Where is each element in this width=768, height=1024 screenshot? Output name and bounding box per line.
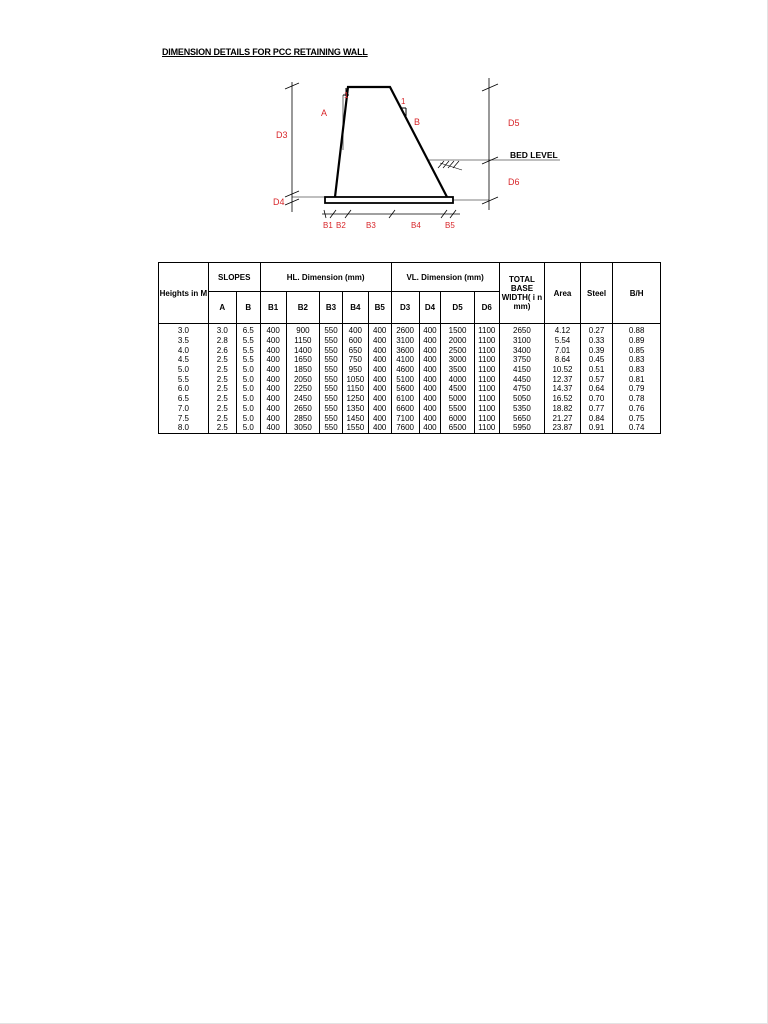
table-cell: 2.5 [208,365,236,375]
table-cell: 2.6 [208,345,236,355]
subheader-d4: D4 [419,292,441,324]
table-cell: 2.5 [208,413,236,423]
table-cell: 1100 [474,355,499,365]
table-row [159,413,661,423]
table-cell: 1250 [342,394,368,404]
table-cell: 5.0 [236,394,260,404]
table-cell: 1100 [474,404,499,414]
table-cell: 2000 [441,336,475,346]
table-cell: 550 [320,413,343,423]
table-cell: 400 [419,365,441,375]
table-cell: 6500 [441,423,475,433]
header-vl-dimension: VL. Dimension (mm) [391,263,499,292]
table-cell: 6.5 [236,324,260,336]
dimension-table [158,262,661,434]
label-b1: B1 [323,221,333,230]
table-cell: 5.0 [236,404,260,414]
table-cell: 1100 [474,374,499,384]
table-cell: 400 [260,324,286,336]
table-row [159,394,661,404]
table-cell: 550 [320,324,343,336]
table-cell: 400 [419,384,441,394]
label-b4: B4 [411,221,421,230]
table-cell: 2.5 [208,394,236,404]
table-cell: 4600 [391,365,419,375]
table-cell: 2.5 [208,404,236,414]
table-cell: 650 [342,345,368,355]
table-row [159,355,661,365]
table-cell: 2600 [391,324,419,336]
table-cell: 5650 [499,413,544,423]
table-cell: 1400 [286,345,320,355]
label-b: B [414,117,421,127]
table-cell: 0.45 [580,355,612,365]
table-cell: 5950 [499,423,544,433]
label-d3: D3 [276,130,288,140]
table-cell: 5.0 [236,413,260,423]
table-row [159,345,661,355]
table-cell: 400 [368,394,391,404]
table-cell: 0.39 [580,345,612,355]
table-cell: 2.8 [208,336,236,346]
table-cell: 0.64 [580,384,612,394]
table-cell: 5.0 [236,365,260,375]
table-cell: 400 [260,384,286,394]
label-d6: D6 [508,177,520,187]
table-row [159,365,661,375]
table-cell: 550 [320,365,343,375]
table-cell: 0.33 [580,336,612,346]
table-cell: 2.5 [208,355,236,365]
table-cell: 0.76 [613,404,661,414]
table-cell: 3400 [499,345,544,355]
table-cell: 5.5 [159,374,209,384]
table-cell: 6.5 [159,394,209,404]
header-heights: Heights in M [159,263,209,324]
subheader-b3: B3 [320,292,343,324]
table-cell: 3600 [391,345,419,355]
table-cell: 8.0 [159,423,209,433]
table-cell: 0.81 [613,374,661,384]
table-cell: 5.5 [236,355,260,365]
subheader-b5: B5 [368,292,391,324]
table-cell: 0.75 [613,413,661,423]
table-cell: 14.37 [545,384,581,394]
label-b3: B3 [366,221,376,230]
table-cell: 5.5 [236,336,260,346]
table-cell: 0.51 [580,365,612,375]
table-cell: 5500 [441,404,475,414]
table-cell: 400 [260,374,286,384]
table-cell: 2650 [499,324,544,336]
table-cell: 3000 [441,355,475,365]
wall-outline [335,87,447,197]
table-cell: 400 [368,374,391,384]
table-cell: 0.78 [613,394,661,404]
table-cell: 400 [419,345,441,355]
table-cell: 0.70 [580,394,612,404]
table-cell: 400 [368,345,391,355]
subheader-b2: B2 [286,292,320,324]
table-cell: 400 [260,394,286,404]
table-cell: 0.79 [613,384,661,394]
table-cell: 1100 [474,345,499,355]
table-cell: 5.5 [236,345,260,355]
table-cell: 400 [419,404,441,414]
table-cell: 0.89 [613,336,661,346]
table-cell: 3750 [499,355,544,365]
table-row [159,384,661,394]
table-cell: 16.52 [545,394,581,404]
subheader-a: A [208,292,236,324]
table-cell: 0.88 [613,324,661,336]
table-cell: 5.0 [236,374,260,384]
table-cell: 4000 [441,374,475,384]
table-cell: 0.85 [613,345,661,355]
table-cell: 4500 [441,384,475,394]
table-cell: 600 [342,336,368,346]
label-one-b: 1 [401,97,406,106]
table-cell: 550 [320,336,343,346]
table-cell: 1100 [474,413,499,423]
table-cell: 0.57 [580,374,612,384]
table-cell: 4.12 [545,324,581,336]
table-cell: 2850 [286,413,320,423]
table-cell: 4.5 [159,355,209,365]
table-cell: 0.83 [613,355,661,365]
table-cell: 5350 [499,404,544,414]
subheader-b4: B4 [342,292,368,324]
table-cell: 7100 [391,413,419,423]
table-cell: 900 [286,324,320,336]
table-cell: 1350 [342,404,368,414]
table-cell: 5.0 [159,365,209,375]
table-cell: 3.0 [159,324,209,336]
table-cell: 5.54 [545,336,581,346]
label-a: A [321,108,328,118]
table-cell: 400 [419,324,441,336]
table-cell: 400 [368,413,391,423]
table-cell: 3100 [391,336,419,346]
table-cell: 400 [419,355,441,365]
table-cell: 1550 [342,423,368,433]
table-cell: 1100 [474,365,499,375]
table-cell: 550 [320,355,343,365]
table-cell: 3100 [499,336,544,346]
table-cell: 0.91 [580,423,612,433]
header-area: Area [545,263,581,324]
header-total-base-width: TOTAL BASE WIDTH( i n mm) [499,263,544,324]
header-slopes: SLOPES [208,263,260,292]
table-cell: 2650 [286,404,320,414]
subheader-d3: D3 [391,292,419,324]
table-cell: 2.5 [208,384,236,394]
retaining-wall-diagram [0,0,768,260]
table-cell: 4.0 [159,345,209,355]
table-cell: 400 [368,324,391,336]
table-cell: 3500 [441,365,475,375]
table-cell: 400 [368,336,391,346]
table-cell: 400 [260,423,286,433]
table-cell: 400 [419,423,441,433]
table-cell: 550 [320,404,343,414]
table-cell: 1100 [474,336,499,346]
subheader-d6: D6 [474,292,499,324]
table-cell: 6000 [441,413,475,423]
table-cell: 10.52 [545,365,581,375]
table-cell: 3.5 [159,336,209,346]
table-row [159,374,661,384]
table-cell: 400 [368,384,391,394]
table-cell: 5.0 [236,423,260,433]
table-cell: 3050 [286,423,320,433]
label-one-a: 1 [344,91,349,100]
table-cell: 2450 [286,394,320,404]
table-cell: 400 [368,355,391,365]
table-cell: 400 [419,374,441,384]
subheader-d5: D5 [441,292,475,324]
table-cell: 5050 [499,394,544,404]
table-cell: 950 [342,365,368,375]
label-bed-level: BED LEVEL [510,150,558,160]
table-cell: 550 [320,374,343,384]
table-cell: 4750 [499,384,544,394]
table-cell: 5.0 [236,384,260,394]
table-cell: 6100 [391,394,419,404]
table-cell: 5600 [391,384,419,394]
table-cell: 4450 [499,374,544,384]
table-cell: 550 [320,394,343,404]
table-cell: 8.64 [545,355,581,365]
table-cell: 400 [260,404,286,414]
table-cell: 750 [342,355,368,365]
table-cell: 12.37 [545,374,581,384]
table-cell: 2.5 [208,374,236,384]
table-cell: 0.77 [580,404,612,414]
table-cell: 6600 [391,404,419,414]
table-cell: 2500 [441,345,475,355]
table-cell: 7.0 [159,404,209,414]
table-cell: 1450 [342,413,368,423]
table-row [159,324,661,336]
table-cell: 21.27 [545,413,581,423]
table-cell: 400 [368,423,391,433]
table-cell: 5100 [391,374,419,384]
table-cell: 400 [419,413,441,423]
table-cell: 400 [260,345,286,355]
base-slab [325,197,453,203]
table-cell: 0.84 [580,413,612,423]
label-b2: B2 [336,221,346,230]
table-cell: 550 [320,345,343,355]
table-cell: 1100 [474,384,499,394]
table-cell: 1500 [441,324,475,336]
table-cell: 550 [320,423,343,433]
table-cell: 400 [368,404,391,414]
table-cell: 1650 [286,355,320,365]
table-cell: 7.01 [545,345,581,355]
label-b5: B5 [445,221,455,230]
table-cell: 2050 [286,374,320,384]
subheader-b1: B1 [260,292,286,324]
table-cell: 0.74 [613,423,661,433]
table-cell: 0.83 [613,365,661,375]
header-hl-dimension: HL. Dimension (mm) [260,263,391,292]
table-cell: 1150 [286,336,320,346]
table-cell: 400 [419,336,441,346]
table-cell: 4150 [499,365,544,375]
table-cell: 5000 [441,394,475,404]
table-cell: 400 [368,365,391,375]
table-cell: 2.5 [208,423,236,433]
label-d5: D5 [508,118,520,128]
table-cell: 400 [260,336,286,346]
label-d4: D4 [273,197,285,207]
table-cell: 1100 [474,324,499,336]
table-row [159,423,661,433]
table-cell: 2250 [286,384,320,394]
table-cell: 400 [260,355,286,365]
page-title: DIMENSION DETAILS FOR PCC RETAINING WALL [162,47,368,57]
table-cell: 400 [342,324,368,336]
table-row [159,336,661,346]
table-cell: 400 [260,365,286,375]
table-cell: 1850 [286,365,320,375]
header-steel: Steel [580,263,612,324]
table-cell: 23.87 [545,423,581,433]
table-cell: 7.5 [159,413,209,423]
table-cell: 4100 [391,355,419,365]
table-cell: 3.0 [208,324,236,336]
table-cell: 1150 [342,384,368,394]
table-cell: 7600 [391,423,419,433]
header-bh: B/H [613,263,661,324]
table-row [159,404,661,414]
table-cell: 1100 [474,423,499,433]
table-cell: 400 [260,413,286,423]
table-cell: 1100 [474,394,499,404]
subheader-b: B [236,292,260,324]
table-cell: 400 [419,394,441,404]
table-cell: 550 [320,384,343,394]
table-cell: 1050 [342,374,368,384]
table-cell: 0.27 [580,324,612,336]
table-cell: 6.0 [159,384,209,394]
table-cell: 18.82 [545,404,581,414]
